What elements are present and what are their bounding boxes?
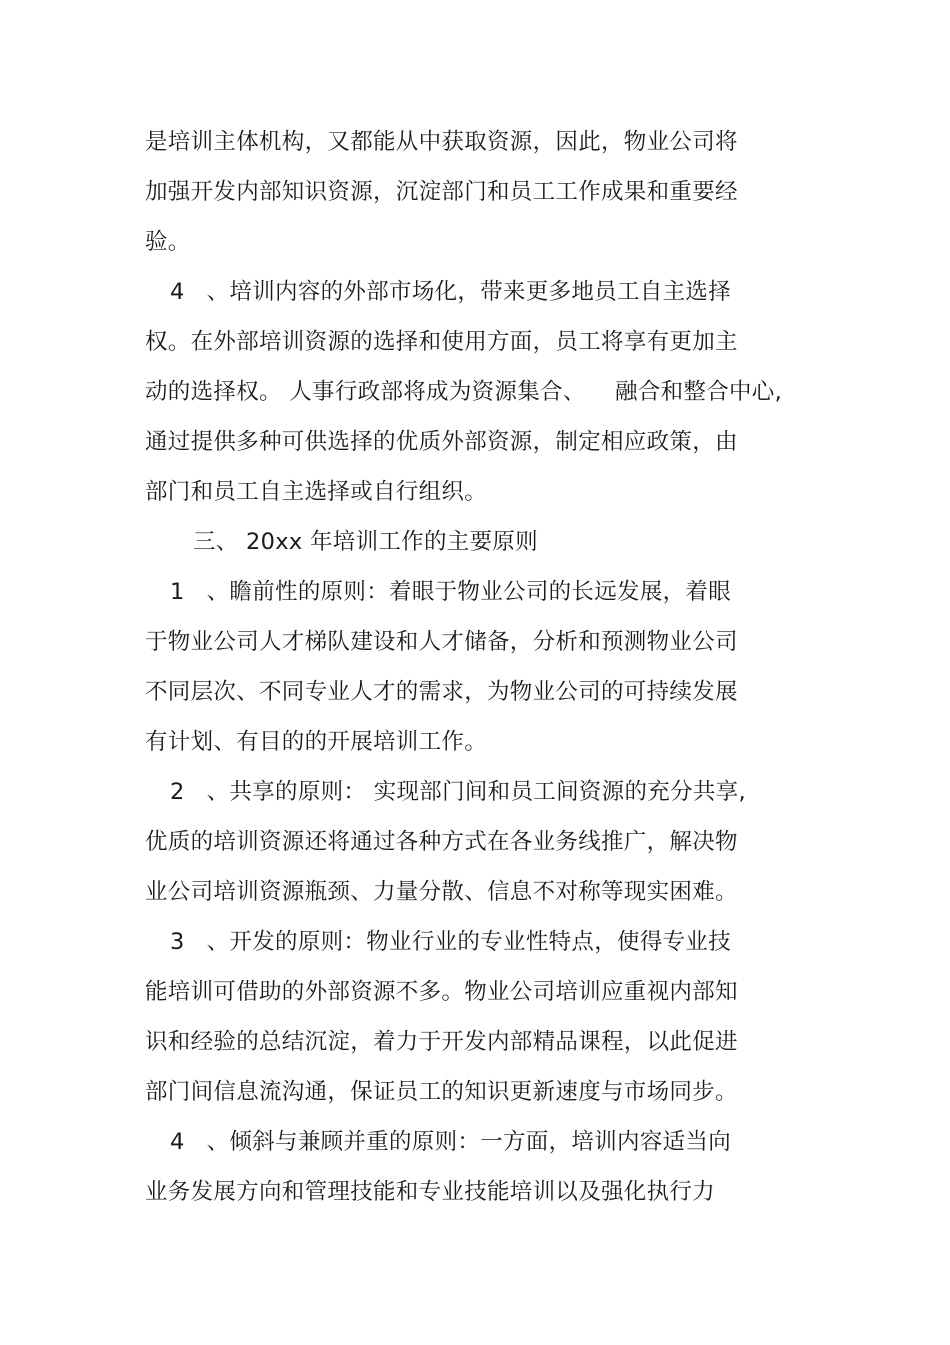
body-line: 优质的培训资源还将通过各种方式在各业务线推广，解决物 (145, 829, 738, 855)
body-line: 识和经验的总结沉淀，着力于开发内部精品课程，以此促进 (145, 1029, 738, 1055)
body-line: 业公司培训资源瓶颈、力量分散、信息不对称等现实困难。 (145, 879, 738, 905)
body-line: 通过提供多种可供选择的优质外部资源，制定相应政策，由 (145, 429, 738, 455)
numbered-item (170, 1127, 731, 1157)
item-text: 、开发的原则：物业行业的专业性特点，使得专业技 (206, 929, 732, 955)
numbered-item (170, 777, 746, 807)
body-line: 部门和员工自主选择或自行组织。 (145, 479, 488, 505)
item-number: 1 (170, 579, 185, 605)
item-text: 、共享的原则： 实现部门间和员工间资源的充分共享, (206, 779, 746, 805)
body-line: 融合和整合中心, (615, 379, 783, 405)
body-line: 权。在外部培训资源的选择和使用方面，员工将享有更加主 (145, 329, 738, 355)
item-number: 2 (170, 779, 185, 805)
body-line: 动的选择权。 人事行政部将成为资源集合、 (145, 379, 586, 405)
body-line: 验。 (145, 229, 191, 255)
item-number: 4 (170, 279, 185, 305)
body-line: 于物业公司人才梯队建设和人才储备，分析和预测物业公司 (145, 629, 738, 655)
body-line: 加强开发内部知识资源，沉淀部门和员工工作成果和重要经 (145, 179, 738, 205)
item-text: 、培训内容的外部市场化，带来更多地员工自主选择 (206, 279, 732, 305)
section-heading: 三、 20xx 年培训工作的主要原则 (193, 529, 538, 555)
body-line: 是培训主体机构，又都能从中获取资源，因此，物业公司将 (145, 129, 738, 155)
item-text: 、瞻前性的原则：着眼于物业公司的长远发展，着眼 (206, 579, 732, 605)
body-line: 有计划、有目的的开展培训工作。 (145, 729, 488, 755)
numbered-item (170, 577, 731, 607)
item-number: 4 (170, 1129, 185, 1155)
item-number: 3 (170, 929, 185, 955)
body-line: 业务发展方向和管理技能和专业技能培训以及强化执行力 (145, 1179, 716, 1205)
body-line: 能培训可借助的外部资源不多。物业公司培训应重视内部知 (145, 979, 738, 1005)
body-line: 不同层次、不同专业人才的需求，为物业公司的可持续发展 (145, 679, 738, 705)
item-text: 、倾斜与兼顾并重的原则：一方面，培训内容适当向 (206, 1129, 732, 1155)
body-line: 部门间信息流沟通，保证员工的知识更新速度与市场同步。 (145, 1079, 738, 1105)
numbered-item (170, 927, 731, 957)
numbered-item (170, 277, 731, 307)
